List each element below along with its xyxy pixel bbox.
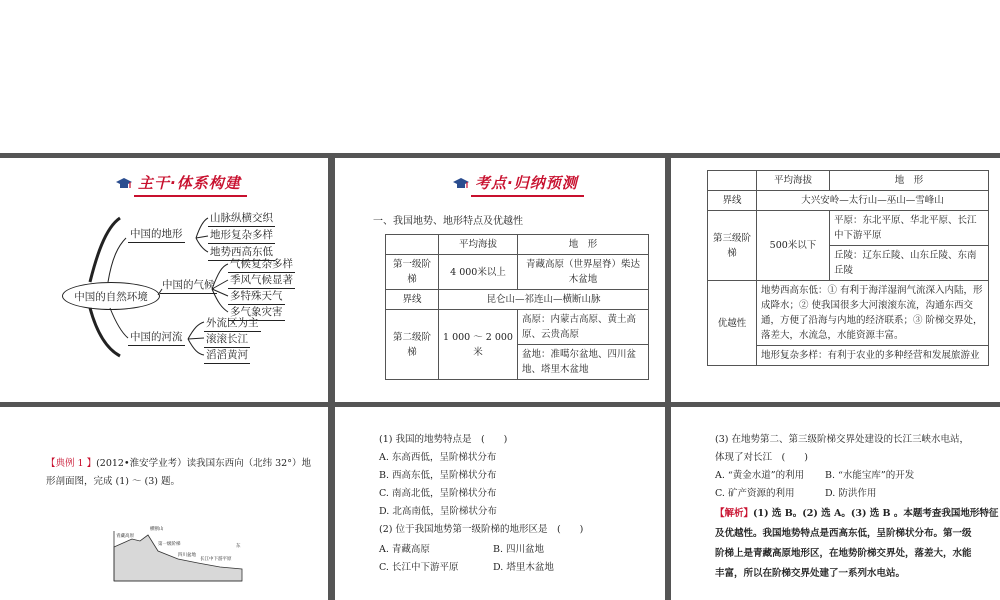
col-terrain: 地 形: [830, 171, 989, 191]
cell-altitude: 1 000 ～ 2 000 米: [439, 310, 518, 380]
option[interactable]: C. 长江中下游平原: [379, 562, 459, 573]
leaf-item: 季风气候显著: [228, 272, 295, 289]
cell-terrain: 平原：东北平原、华北平原、长江中下游平原: [830, 211, 989, 246]
question-1: (1) 我国的地势特点是 ( ): [379, 434, 508, 445]
option[interactable]: B. “水能宝库”的开发: [825, 470, 915, 481]
row-label: 界线: [708, 191, 757, 211]
branch-rivers: 中国的河流: [128, 329, 185, 346]
diagram-label: 横断山: [150, 527, 164, 532]
section-banner: [453, 172, 578, 193]
terrain-table-continued: [707, 170, 989, 366]
branch-terrain: 中国的地形: [128, 226, 185, 243]
section-title: 考点·归纳预测: [475, 174, 578, 192]
option[interactable]: A. 青藏高原: [379, 544, 430, 555]
cell-boundary: 大兴安岭—太行山—巫山—雪峰山: [757, 191, 989, 211]
cell-terrain: 青藏高原（世界屋脊）柴达木盆地: [518, 255, 649, 290]
slide-table-part1[interactable]: [335, 158, 665, 402]
analysis-text: (1) 选 B。(2) 选 A。(3) 选 B 。本题考查我国地形特征: [753, 508, 999, 519]
section-title: 主干·体系构建: [138, 174, 241, 192]
analysis-line: [715, 505, 998, 523]
option[interactable]: B. 西高东低，呈阶梯状分布: [379, 470, 497, 481]
option[interactable]: C. 矿产资源的利用: [715, 488, 795, 499]
cell-altitude: 4 000米以上: [439, 255, 518, 290]
analysis-text: 及优越性。我国地势特点是西高东低，呈阶梯状分布。第一级: [715, 528, 972, 539]
leaf-item: 外流区为主: [204, 315, 261, 332]
diagram-label: 四川盆地: [178, 553, 196, 558]
leaf-item: 气候复杂多样: [228, 256, 295, 273]
terrain-profile-diagram: [108, 525, 248, 585]
diagram-label: 长江中下游平原: [200, 557, 232, 562]
cell-advantage: 地形复杂多样：有利于农业的多种经营和发展旅游业: [757, 346, 989, 366]
diagram-label: 第一级阶梯: [158, 542, 181, 547]
col-altitude: 平均海拔: [439, 235, 518, 255]
mindmap-root: 中国的自然环境: [62, 282, 160, 310]
cell-terrain: 盆地：准噶尔盆地、四川盆地、塔里木盆地: [518, 345, 649, 380]
branch-climate: 中国的气候: [160, 277, 217, 294]
leaf-item: 地势西高东低: [208, 244, 275, 261]
leaf-item: 滚滚长江: [204, 331, 250, 348]
slide-mindmap[interactable]: [0, 158, 328, 402]
example-text: (2012•淮安学业考）读我国东西向（北纬 32°）地: [96, 458, 311, 469]
cell-boundary: 昆仑山—祁连山—横断山脉: [439, 290, 649, 310]
option[interactable]: B. 四川盆地: [493, 544, 545, 555]
cell-terrain: 丘陵：辽东丘陵、山东丘陵、东南丘陵: [830, 246, 989, 281]
option[interactable]: A. “黄金水道”的利用: [715, 470, 805, 481]
option[interactable]: D. 防洪作用: [825, 488, 877, 499]
cell-altitude: 500米以下: [757, 211, 830, 281]
leaf-item: 滔滔黄河: [204, 347, 250, 364]
row-label: 优越性: [708, 281, 757, 366]
cell-advantage: 地势西高东低：① 有利于海洋湿润气流深入内陆，形成降水；② 使我国很多大河滚滚东流，沟通东西交通，方便了沿海与内地的经济联系；③ 阶梯交界处，落差大，水流急，水能资源丰富。: [757, 281, 989, 346]
leaf-item: 地形复杂多样: [208, 227, 275, 244]
col-terrain: 地 形: [518, 235, 649, 255]
row-label: 第三级阶梯: [708, 211, 757, 281]
question-2: (2) 位于我国地势第一级阶梯的地形区是 ( ): [379, 524, 584, 535]
row-label: 第一级阶梯: [386, 255, 439, 290]
analysis-tag: 【解析】: [715, 508, 754, 519]
cell-terrain: 高原：内蒙古高原、黄土高原、云贵高原: [518, 310, 649, 345]
leaf-item: 多气象灾害: [228, 304, 285, 321]
example-line: [46, 455, 311, 473]
question-3-cont: 体现了对长江 ( ): [715, 452, 808, 463]
slide-questions[interactable]: [335, 407, 665, 600]
slide-answers[interactable]: [671, 407, 1000, 600]
leaf-item: 多特殊天气: [228, 288, 285, 305]
diagram-label: 东: [236, 544, 241, 549]
diagram-label: 青藏高原: [116, 534, 134, 539]
option[interactable]: C. 南高北低，呈阶梯状分布: [379, 488, 497, 499]
col-altitude: 平均海拔: [757, 171, 830, 191]
analysis-text: 丰富，所以在阶梯交界处建了一系列水电站。: [715, 568, 906, 579]
option[interactable]: D. 北高南低，呈阶梯状分布: [379, 506, 497, 517]
option[interactable]: D. 塔里木盆地: [493, 562, 554, 573]
example-text: 形剖面图，完成 (1) ～ (3) 题。: [46, 476, 180, 487]
table-heading: 一、我国地势、地形特点及优越性: [373, 216, 523, 227]
terrain-table: [385, 234, 649, 380]
question-3: (3) 在地势第二、第三级阶梯交界处建设的长江三峡水电站，: [715, 434, 969, 445]
graduation-cap-icon: [453, 176, 469, 190]
option[interactable]: A. 东高西低，呈阶梯状分布: [379, 452, 497, 463]
analysis-text: 阶梯上是青藏高原地形区，在地势阶梯交界处，落差大，水能: [715, 548, 972, 559]
row-label: 界线: [386, 290, 439, 310]
slide-table-part2[interactable]: [671, 158, 1000, 402]
row-label: 第二级阶梯: [386, 310, 439, 380]
leaf-item: 山脉纵横交织: [208, 210, 275, 227]
slide-example[interactable]: [0, 407, 328, 600]
example-tag: 【典例 1 】: [46, 458, 97, 469]
